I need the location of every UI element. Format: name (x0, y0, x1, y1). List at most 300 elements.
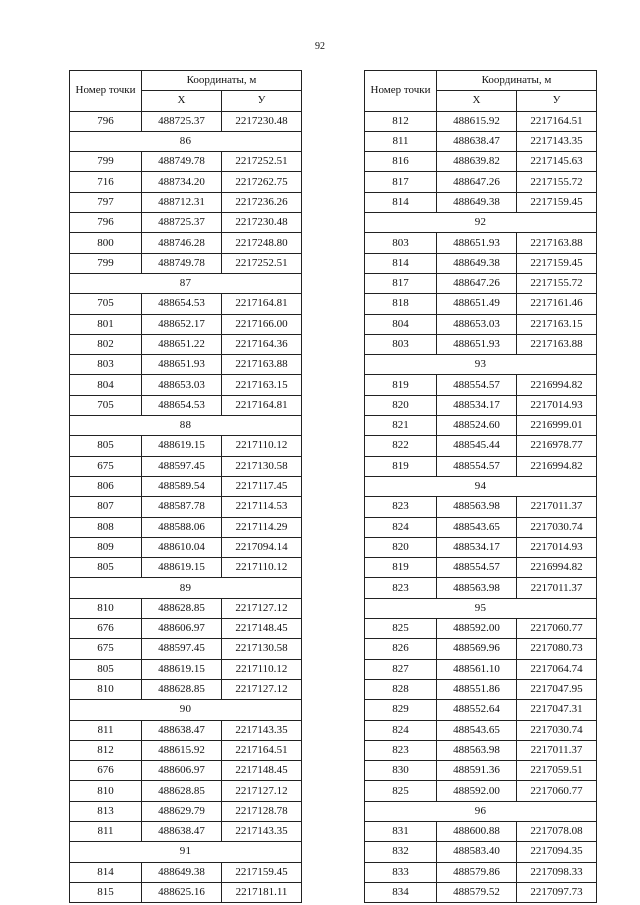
x-coordinate-cell: 488606.97 (142, 761, 222, 781)
x-coordinate-cell: 488563.98 (437, 740, 517, 760)
x-coordinate-cell: 488638.47 (437, 131, 517, 151)
point-number-cell: 801 (70, 314, 142, 334)
point-number-cell: 831 (365, 821, 437, 841)
table-row (70, 436, 302, 456)
table-row (365, 740, 597, 760)
table-row (70, 558, 302, 578)
x-coordinate-cell: 488651.93 (142, 355, 222, 375)
point-number-cell: 832 (365, 842, 437, 862)
point-number-cell: 824 (365, 517, 437, 537)
x-coordinate-cell: 488653.03 (437, 314, 517, 334)
table-row (70, 882, 302, 902)
point-number-cell: 807 (70, 497, 142, 517)
y-coordinate-cell: 2217060.77 (517, 781, 597, 801)
header-coordinates: Координаты, м (437, 71, 597, 91)
table-row (70, 294, 302, 314)
point-number-cell: 823 (365, 578, 437, 598)
y-coordinate-cell: 2217117.45 (222, 476, 302, 496)
x-coordinate-cell: 488534.17 (437, 537, 517, 557)
table-row (70, 619, 302, 639)
x-coordinate-cell: 488653.03 (142, 375, 222, 395)
table-row (365, 842, 597, 862)
point-number-cell: 796 (70, 213, 142, 233)
x-coordinate-cell: 488638.47 (142, 720, 222, 740)
table-row (70, 761, 302, 781)
table-row (365, 497, 597, 517)
x-coordinate-cell: 488619.15 (142, 436, 222, 456)
point-number-cell: 804 (365, 314, 437, 334)
x-coordinate-cell: 488551.86 (437, 679, 517, 699)
table-row (70, 781, 302, 801)
x-coordinate-cell: 488554.57 (437, 456, 517, 476)
coordinates-table-right (364, 70, 597, 903)
y-coordinate-cell: 2217097.73 (517, 882, 597, 902)
y-coordinate-cell: 2217127.12 (222, 679, 302, 699)
point-number-cell: 675 (70, 639, 142, 659)
x-coordinate-cell: 488606.97 (142, 619, 222, 639)
x-coordinate-cell: 488619.15 (142, 558, 222, 578)
table-row (365, 882, 597, 902)
group-number: 87 (70, 273, 302, 293)
table-row (365, 456, 597, 476)
y-coordinate-cell: 2217114.29 (222, 517, 302, 537)
y-coordinate-cell: 2216978.77 (517, 436, 597, 456)
x-coordinate-cell: 488579.86 (437, 862, 517, 882)
group-number: 96 (365, 801, 597, 821)
y-coordinate-cell: 2217262.75 (222, 172, 302, 192)
table-row (365, 233, 597, 253)
y-coordinate-cell: 2217127.12 (222, 781, 302, 801)
x-coordinate-cell: 488725.37 (142, 111, 222, 131)
point-number-cell: 800 (70, 233, 142, 253)
group-row (70, 416, 302, 436)
point-number-cell: 716 (70, 172, 142, 192)
y-coordinate-cell: 2216994.82 (517, 456, 597, 476)
x-coordinate-cell: 488651.49 (437, 294, 517, 314)
group-number: 93 (365, 355, 597, 375)
table-row (70, 314, 302, 334)
y-coordinate-cell: 2216994.82 (517, 375, 597, 395)
table-row (365, 720, 597, 740)
y-coordinate-cell: 2217252.51 (222, 253, 302, 273)
y-coordinate-cell: 2217252.51 (222, 152, 302, 172)
table-row (70, 497, 302, 517)
point-number-cell: 675 (70, 456, 142, 476)
point-number-cell: 812 (365, 111, 437, 131)
table-row (70, 456, 302, 476)
y-coordinate-cell: 2217110.12 (222, 659, 302, 679)
y-coordinate-cell: 2217030.74 (517, 517, 597, 537)
x-coordinate-cell: 488543.65 (437, 517, 517, 537)
point-number-cell: 811 (70, 821, 142, 841)
table-row (365, 436, 597, 456)
x-coordinate-cell: 488638.47 (142, 821, 222, 841)
y-coordinate-cell: 2217011.37 (517, 740, 597, 760)
y-coordinate-cell: 2217080.73 (517, 639, 597, 659)
y-coordinate-cell: 2217110.12 (222, 558, 302, 578)
x-coordinate-cell: 488587.78 (142, 497, 222, 517)
point-number-cell: 803 (70, 355, 142, 375)
x-coordinate-cell: 488579.52 (437, 882, 517, 902)
y-coordinate-cell: 2217110.12 (222, 436, 302, 456)
table-row (70, 233, 302, 253)
point-number-cell: 676 (70, 619, 142, 639)
point-number-cell: 815 (70, 882, 142, 902)
point-number-cell: 819 (365, 558, 437, 578)
x-coordinate-cell: 488725.37 (142, 213, 222, 233)
table-row (365, 558, 597, 578)
x-coordinate-cell: 488552.64 (437, 700, 517, 720)
x-coordinate-cell: 488654.53 (142, 395, 222, 415)
point-number-cell: 814 (365, 253, 437, 273)
table-row (70, 537, 302, 557)
x-coordinate-cell: 488534.17 (437, 395, 517, 415)
point-number-cell: 814 (365, 192, 437, 212)
y-coordinate-cell: 2217161.46 (517, 294, 597, 314)
point-number-cell: 705 (70, 294, 142, 314)
group-number: 95 (365, 598, 597, 618)
group-row (70, 700, 302, 720)
table-row (70, 517, 302, 537)
point-number-cell: 823 (365, 740, 437, 760)
x-coordinate-cell: 488628.85 (142, 679, 222, 699)
y-coordinate-cell: 2217030.74 (517, 720, 597, 740)
x-coordinate-cell: 488569.96 (437, 639, 517, 659)
table-row (70, 476, 302, 496)
y-coordinate-cell: 2216999.01 (517, 416, 597, 436)
table-row (365, 111, 597, 131)
table-row (70, 801, 302, 821)
y-coordinate-cell: 2217159.45 (222, 862, 302, 882)
table-row (365, 253, 597, 273)
group-row (365, 801, 597, 821)
x-coordinate-cell: 488600.88 (437, 821, 517, 841)
y-coordinate-cell: 2217163.15 (517, 314, 597, 334)
group-number: 91 (70, 842, 302, 862)
y-coordinate-cell: 2217143.35 (517, 131, 597, 151)
point-number-cell: 811 (70, 720, 142, 740)
table-row (365, 761, 597, 781)
header-y: У (222, 91, 302, 111)
point-number-cell: 829 (365, 700, 437, 720)
group-row (365, 598, 597, 618)
x-coordinate-cell: 488615.92 (437, 111, 517, 131)
table-body-left (70, 111, 302, 903)
y-coordinate-cell: 2217236.26 (222, 192, 302, 212)
x-coordinate-cell: 488651.93 (437, 233, 517, 253)
x-coordinate-cell: 488651.93 (437, 334, 517, 354)
table-row (70, 720, 302, 740)
group-row (365, 476, 597, 496)
coordinates-table-left (69, 70, 302, 903)
point-number-cell: 814 (70, 862, 142, 882)
x-coordinate-cell: 488561.10 (437, 659, 517, 679)
point-number-cell: 834 (365, 882, 437, 902)
x-coordinate-cell: 488563.98 (437, 578, 517, 598)
point-number-cell: 826 (365, 639, 437, 659)
table-row (70, 213, 302, 233)
header-point-number: Номер точки (70, 71, 142, 112)
table-row (365, 781, 597, 801)
header-coordinates: Координаты, м (142, 71, 302, 91)
y-coordinate-cell: 2217164.51 (517, 111, 597, 131)
point-number-cell: 802 (70, 334, 142, 354)
x-coordinate-cell: 488592.00 (437, 781, 517, 801)
point-number-cell: 676 (70, 761, 142, 781)
table-row (70, 152, 302, 172)
y-coordinate-cell: 2217155.72 (517, 273, 597, 293)
x-coordinate-cell: 488545.44 (437, 436, 517, 456)
y-coordinate-cell: 2217164.81 (222, 294, 302, 314)
header-y: У (517, 91, 597, 111)
table-row (365, 537, 597, 557)
table-row (70, 862, 302, 882)
y-coordinate-cell: 2217011.37 (517, 578, 597, 598)
y-coordinate-cell: 2217163.88 (222, 355, 302, 375)
y-coordinate-cell: 2217014.93 (517, 537, 597, 557)
point-number-cell: 830 (365, 761, 437, 781)
group-number: 88 (70, 416, 302, 436)
point-number-cell: 803 (365, 233, 437, 253)
table-row (365, 862, 597, 882)
x-coordinate-cell: 488628.85 (142, 781, 222, 801)
point-number-cell: 810 (70, 679, 142, 699)
x-coordinate-cell: 488543.65 (437, 720, 517, 740)
x-coordinate-cell: 488647.26 (437, 273, 517, 293)
x-coordinate-cell: 488734.20 (142, 172, 222, 192)
x-coordinate-cell: 488651.22 (142, 334, 222, 354)
y-coordinate-cell: 2217230.48 (222, 213, 302, 233)
point-number-cell: 824 (365, 720, 437, 740)
y-coordinate-cell: 2217127.12 (222, 598, 302, 618)
table-row (70, 355, 302, 375)
point-number-cell: 805 (70, 436, 142, 456)
table-row (365, 821, 597, 841)
table-row (365, 639, 597, 659)
group-number: 89 (70, 578, 302, 598)
x-coordinate-cell: 488647.26 (437, 172, 517, 192)
y-coordinate-cell: 2217130.58 (222, 639, 302, 659)
y-coordinate-cell: 2217059.51 (517, 761, 597, 781)
point-number-cell: 810 (70, 781, 142, 801)
table-row (365, 334, 597, 354)
table-row (70, 740, 302, 760)
point-number-cell: 821 (365, 416, 437, 436)
table-row (70, 111, 302, 131)
y-coordinate-cell: 2217148.45 (222, 761, 302, 781)
point-number-cell: 799 (70, 253, 142, 273)
y-coordinate-cell: 2217164.51 (222, 740, 302, 760)
point-number-cell: 813 (70, 801, 142, 821)
table-row (365, 131, 597, 151)
point-number-cell: 828 (365, 679, 437, 699)
x-coordinate-cell: 488749.78 (142, 253, 222, 273)
point-number-cell: 705 (70, 395, 142, 415)
y-coordinate-cell: 2217163.88 (517, 334, 597, 354)
point-number-cell: 816 (365, 152, 437, 172)
point-number-cell: 833 (365, 862, 437, 882)
point-number-cell: 805 (70, 659, 142, 679)
point-number-cell: 820 (365, 395, 437, 415)
x-coordinate-cell: 488654.53 (142, 294, 222, 314)
y-coordinate-cell: 2217047.95 (517, 679, 597, 699)
x-coordinate-cell: 488629.79 (142, 801, 222, 821)
table-row (365, 152, 597, 172)
table-row (70, 395, 302, 415)
y-coordinate-cell: 2217047.31 (517, 700, 597, 720)
x-coordinate-cell: 488639.82 (437, 152, 517, 172)
x-coordinate-cell: 488610.04 (142, 537, 222, 557)
group-row (70, 273, 302, 293)
table-row (365, 192, 597, 212)
x-coordinate-cell: 488649.38 (437, 253, 517, 273)
point-number-cell: 809 (70, 537, 142, 557)
point-number-cell: 812 (70, 740, 142, 760)
y-coordinate-cell: 2217064.74 (517, 659, 597, 679)
y-coordinate-cell: 2217164.36 (222, 334, 302, 354)
table-row (365, 314, 597, 334)
point-number-cell: 825 (365, 619, 437, 639)
x-coordinate-cell: 488597.45 (142, 639, 222, 659)
table-row (365, 273, 597, 293)
table-row (70, 253, 302, 273)
group-row (70, 842, 302, 862)
y-coordinate-cell: 2217094.35 (517, 842, 597, 862)
x-coordinate-cell: 488592.00 (437, 619, 517, 639)
table-row (70, 375, 302, 395)
point-number-cell: 819 (365, 456, 437, 476)
y-coordinate-cell: 2217014.93 (517, 395, 597, 415)
x-coordinate-cell: 488649.38 (142, 862, 222, 882)
group-number: 86 (70, 131, 302, 151)
x-coordinate-cell: 488563.98 (437, 497, 517, 517)
y-coordinate-cell: 2217163.88 (517, 233, 597, 253)
y-coordinate-cell: 2217145.63 (517, 152, 597, 172)
table-row (365, 294, 597, 314)
x-coordinate-cell: 488628.85 (142, 598, 222, 618)
x-coordinate-cell: 488625.16 (142, 882, 222, 902)
header-x: X (142, 91, 222, 111)
table-row (70, 659, 302, 679)
point-number-cell: 808 (70, 517, 142, 537)
y-coordinate-cell: 2217155.72 (517, 172, 597, 192)
table-row (70, 598, 302, 618)
x-coordinate-cell: 488615.92 (142, 740, 222, 760)
point-number-cell: 806 (70, 476, 142, 496)
point-number-cell: 796 (70, 111, 142, 131)
y-coordinate-cell: 2217114.53 (222, 497, 302, 517)
y-coordinate-cell: 2217164.81 (222, 395, 302, 415)
x-coordinate-cell: 488597.45 (142, 456, 222, 476)
point-number-cell: 810 (70, 598, 142, 618)
group-row (365, 355, 597, 375)
point-number-cell: 820 (365, 537, 437, 557)
group-row (70, 131, 302, 151)
table-row (365, 578, 597, 598)
y-coordinate-cell: 2217181.11 (222, 882, 302, 902)
x-coordinate-cell: 488524.60 (437, 416, 517, 436)
y-coordinate-cell: 2217130.58 (222, 456, 302, 476)
point-number-cell: 811 (365, 131, 437, 151)
y-coordinate-cell: 2217163.15 (222, 375, 302, 395)
group-row (365, 213, 597, 233)
y-coordinate-cell: 2217159.45 (517, 253, 597, 273)
table-row (70, 172, 302, 192)
point-number-cell: 822 (365, 436, 437, 456)
point-number-cell: 799 (70, 152, 142, 172)
y-coordinate-cell: 2217011.37 (517, 497, 597, 517)
y-coordinate-cell: 2217248.80 (222, 233, 302, 253)
point-number-cell: 819 (365, 375, 437, 395)
y-coordinate-cell: 2217078.08 (517, 821, 597, 841)
table-row (365, 700, 597, 720)
table-row (70, 639, 302, 659)
table-body-right (365, 111, 597, 903)
table-row (70, 192, 302, 212)
x-coordinate-cell: 488619.15 (142, 659, 222, 679)
x-coordinate-cell: 488583.40 (437, 842, 517, 862)
table-row (70, 821, 302, 841)
group-number: 90 (70, 700, 302, 720)
table-row (365, 619, 597, 639)
x-coordinate-cell: 488554.57 (437, 375, 517, 395)
y-coordinate-cell: 2217128.78 (222, 801, 302, 821)
point-number-cell: 827 (365, 659, 437, 679)
x-coordinate-cell: 488652.17 (142, 314, 222, 334)
point-number-cell: 803 (365, 334, 437, 354)
table-row (365, 659, 597, 679)
x-coordinate-cell: 488649.38 (437, 192, 517, 212)
point-number-cell: 805 (70, 558, 142, 578)
table-row (365, 416, 597, 436)
y-coordinate-cell: 2217060.77 (517, 619, 597, 639)
y-coordinate-cell: 2217143.35 (222, 821, 302, 841)
point-number-cell: 817 (365, 273, 437, 293)
point-number-cell: 797 (70, 192, 142, 212)
table-row (365, 517, 597, 537)
header-point-number: Номер точки (365, 71, 437, 112)
y-coordinate-cell: 2217230.48 (222, 111, 302, 131)
y-coordinate-cell: 2217166.00 (222, 314, 302, 334)
group-number: 94 (365, 476, 597, 496)
table-row (365, 375, 597, 395)
x-coordinate-cell: 488589.54 (142, 476, 222, 496)
y-coordinate-cell: 2217143.35 (222, 720, 302, 740)
header-x: X (437, 91, 517, 111)
table-row (365, 172, 597, 192)
x-coordinate-cell: 488588.06 (142, 517, 222, 537)
point-number-cell: 818 (365, 294, 437, 314)
page-number: 92 (315, 41, 325, 52)
y-coordinate-cell: 2217094.14 (222, 537, 302, 557)
table-row (365, 395, 597, 415)
table-row (70, 679, 302, 699)
x-coordinate-cell: 488749.78 (142, 152, 222, 172)
y-coordinate-cell: 2216994.82 (517, 558, 597, 578)
point-number-cell: 817 (365, 172, 437, 192)
point-number-cell: 823 (365, 497, 437, 517)
table-row (70, 334, 302, 354)
y-coordinate-cell: 2217159.45 (517, 192, 597, 212)
x-coordinate-cell: 488591.36 (437, 761, 517, 781)
group-row (70, 578, 302, 598)
x-coordinate-cell: 488712.31 (142, 192, 222, 212)
x-coordinate-cell: 488554.57 (437, 558, 517, 578)
y-coordinate-cell: 2217098.33 (517, 862, 597, 882)
y-coordinate-cell: 2217148.45 (222, 619, 302, 639)
x-coordinate-cell: 488746.28 (142, 233, 222, 253)
table-row (365, 679, 597, 699)
